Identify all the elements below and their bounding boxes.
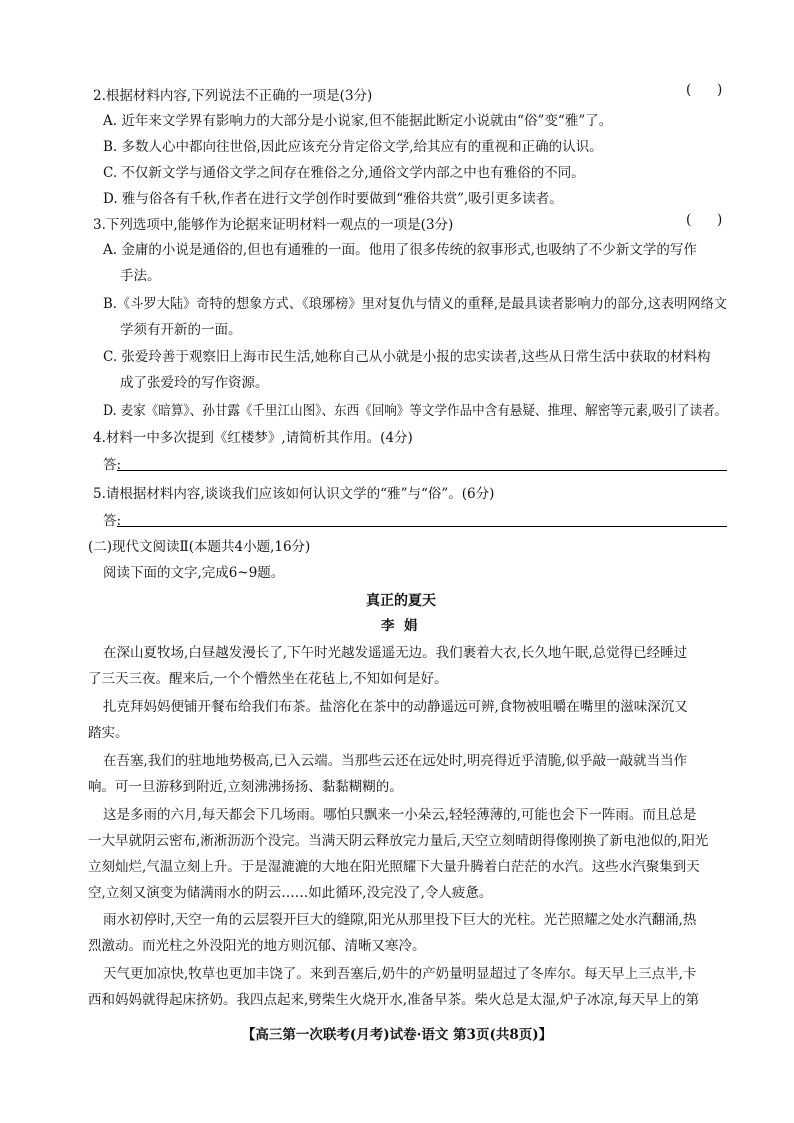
q3-option-b-line1: B.《斗罗大陆》奇特的想象方式、《琅琊榜》里对复仇与情义的重释,是最具读者影响力的部分,这表明网络文 xyxy=(103,296,728,312)
q3-option-a-line2: 手法。 xyxy=(120,268,161,284)
q4-answer-label: 答: xyxy=(103,457,122,473)
passage-line: 在吾塞,我们的驻地地势极高,已入云端。当那些云还在远处时,明亮得近乎清脆,似乎敲一敲就当当作 xyxy=(103,753,688,769)
q2-option-c: C. 不仅新文学与通俗文学之间存在雅俗之分,通俗文学内部之中也有雅俗的不同。 xyxy=(103,165,585,181)
passage-line: 立刻灿烂,气温立刻上升。于是湿漉漉的大地在阳光照耀下大量升腾着白茫茫的水汽。这些水汽聚集到天 xyxy=(88,859,700,875)
passage-line: 响。可一旦游移到附近,立刻沸沸扬扬、黏黏糊糊的。 xyxy=(88,779,403,795)
passage-line: 烈激动。而光柱之外没阳光的地方则沉郁、清晰又寒冷。 xyxy=(88,938,426,954)
q4-answer-line[interactable] xyxy=(117,470,727,471)
passage-line: 这是多雨的六月,每天都会下几场雨。哪怕只飘来一小朵云,轻轻薄薄的,可能也会下一阵雨。而且总是 xyxy=(103,807,697,823)
q3-stem: 3.下列选项中,能够作为论据来证明材料一观点的一项是(3分) xyxy=(93,217,454,233)
q4-stem: 4.材料一中多次提到《红楼梦》,请简析其作用。(4分) xyxy=(93,430,413,446)
passage-line: 在深山夏牧场,白昼越发漫长了,下午时光越发遥遥无边。我们裹着大衣,长久地午眠,总觉得已经睡过 xyxy=(103,645,688,661)
page-footer: 【高三第一次联考(月考)试卷·语文 第3页(共8页)】 xyxy=(241,1027,553,1043)
q3-option-c-line2: 成了张爱玲的写作资源。 xyxy=(120,375,269,391)
passage-line: 西和妈妈就得起床挤奶。我四点起来,劈柴生火烧开水,准备早茶。柴火总是太湿,炉子冰凉,每天早上的第 xyxy=(88,992,700,1008)
q5-answer-label: 答: xyxy=(103,513,122,529)
passage-line: 一大早就阴云密布,淅淅沥沥个没完。当满天阴云释放完力量后,天空立刻晴朗得像刚换了新电池似的,阳光 xyxy=(88,833,709,849)
section-heading: (二)现代文阅读Ⅱ(本题共4小题,16分) xyxy=(88,539,311,555)
passage-line: 天气更加凉快,牧草也更加丰饶了。来到吾塞后,奶牛的产奶量明显超过了冬库尔。每天早上三点半,卡 xyxy=(103,966,697,982)
q5-answer-line[interactable] xyxy=(117,526,727,527)
q3-answer-bracket: ( ) xyxy=(686,212,723,228)
passage-line: 雨水初停时,天空一角的云层裂开巨大的缝隙,阳光从那里投下巨大的光柱。光芒照耀之处水汽翻涌,热 xyxy=(103,912,697,928)
passage-line: 了三天三夜。醒来后,一个个懵然坐在花毡上,不知如何是好。 xyxy=(88,671,448,687)
q3-option-c-line1: C. 张爱玲善于观察旧上海市民生活,她称自己从小就是小报的忠实读者,这些从日常生活中获取的材料构 xyxy=(103,349,711,365)
q2-option-d: D. 雅与俗各有千秋,作者在进行文学创作时要做到“雅俗共赏”,吸引更多读者。 xyxy=(103,191,563,207)
passage-line: 踏实。 xyxy=(88,725,129,741)
q5-stem: 5.请根据材料内容,谈谈我们应该如何认识文学的“雅”与“俗”。(6分) xyxy=(93,486,495,502)
q3-option-d: D. 麦家《暗算》、孙甘露《千里江山图》、东西《回响》等文学作品中含有悬疑、推理、解密等元素,吸引了读者。 xyxy=(103,403,728,419)
q3-option-a-line1: A. 金庸的小说是通俗的,但也有通雅的一面。他用了很多传统的叙事形式,也吸纳了不少新文学的写作 xyxy=(103,242,697,258)
q2-stem: 2.根据材料内容,下列说法不正确的一项是(3分) xyxy=(93,88,373,104)
q3-option-b-line2: 学须有开新的一面。 xyxy=(120,322,242,338)
passage-title: 真正的夏天 xyxy=(366,593,436,609)
passage-line: 扎克拜妈妈便铺开餐布给我们布茶。盐溶化在茶中的动静遥远可辨,食物被咀嚼在嘴里的滋味深沉又 xyxy=(103,699,688,715)
q2-option-a: A. 近年来文学界有影响力的大部分是小说家,但不能据此断定小说就由“俗”变“雅”了。 xyxy=(103,113,613,129)
passage-line: 空,立刻又演变为储满雨水的阴云……如此循环,没完没了,令人疲惫。 xyxy=(88,885,493,901)
passage-author: 李 娟 xyxy=(381,618,418,634)
section-instruction: 阅读下面的文字,完成6~9题。 xyxy=(103,565,285,581)
q2-option-b: B. 多数人心中都向往世俗,因此应该充分肯定俗文学,给其应有的重视和正确的认识。 xyxy=(103,139,603,155)
q2-answer-bracket: ( ) xyxy=(686,82,723,98)
